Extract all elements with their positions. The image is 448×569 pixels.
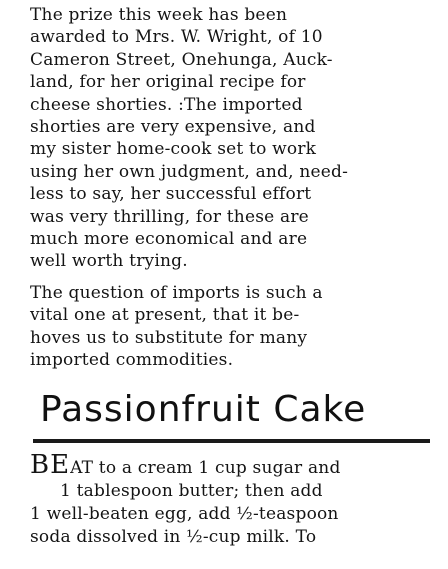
text-line: Cameron Street, Onehunga, Auck-	[30, 49, 333, 70]
text-line: using her own judgment, and, need-	[30, 161, 349, 182]
text-line: cheese shorties. :The imported	[30, 94, 303, 115]
text-line: land, for her original recipe for	[30, 72, 306, 93]
text-line: hoves us to substitute for many	[30, 327, 308, 348]
text-line: much more economical and are	[30, 229, 308, 250]
text-line: AT to a cream 1 cup sugar and	[70, 458, 341, 478]
text-line: soda dissolved in ½-cup milk. To	[30, 527, 317, 547]
title-underline	[33, 439, 430, 443]
text-line: well worth trying.	[30, 251, 188, 272]
text-line: was very thrilling, for these are	[30, 206, 309, 227]
text-line: 1 well-beaten egg, add ½-teaspoon	[30, 504, 339, 524]
text-line: less to say, her successful effort	[30, 184, 312, 205]
text-line: awarded to Mrs. W. Wright, of 10	[30, 27, 323, 48]
drop-cap: BE	[30, 450, 71, 480]
text-line: The question of imports is such a	[30, 283, 323, 303]
text-line: vital one at present, that it be-	[30, 305, 300, 326]
recipe-body	[30, 450, 442, 549]
prize-paragraph	[30, 4, 440, 273]
text-line: The prize this week has been	[30, 5, 288, 25]
recipe-title: Passionfruit Cake	[40, 389, 367, 430]
text-line: my sister home-cook set to work	[30, 139, 317, 160]
text-line: 1 tablespoon butter; then add	[60, 481, 323, 501]
imports-paragraph	[30, 282, 440, 372]
text-line: imported commodities.	[30, 350, 234, 371]
text-line: shorties are very expensive, and	[30, 117, 316, 138]
recipe-first-line	[30, 450, 442, 480]
